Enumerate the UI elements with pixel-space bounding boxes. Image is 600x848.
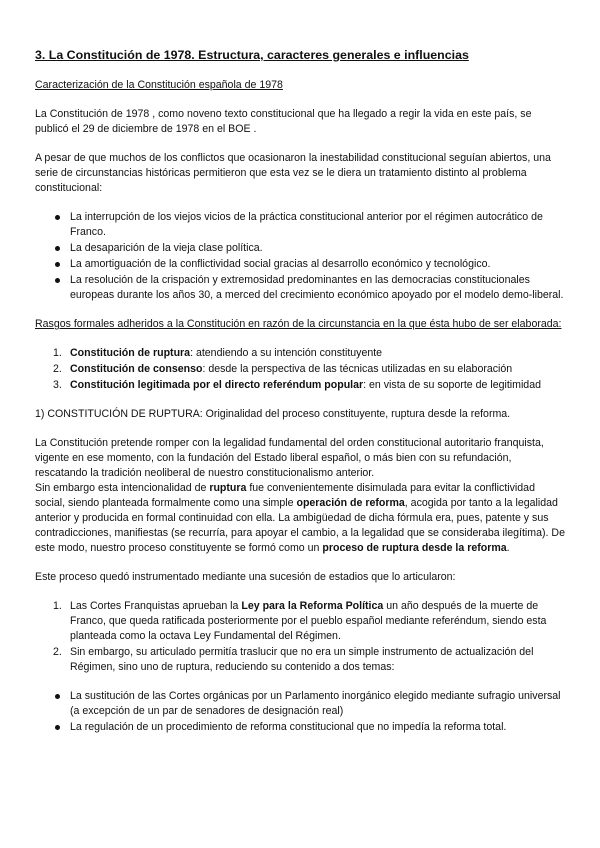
proceso-intro: Este proceso quedó instrumentado mediante una sucesión de estadios que lo articularon: xyxy=(35,571,456,583)
list-item: La resolución de la crispación y extremosidad predominantes en las democracias constitucionales europeas durante los años 30, a merced del crecimiento económico apoyado por el modelo demo-liberal. xyxy=(35,273,565,303)
circumstances-list xyxy=(35,210,565,303)
estadios-list xyxy=(35,599,565,675)
bullet-icon xyxy=(55,725,60,730)
bullet-icon xyxy=(55,215,60,220)
list-item: La sustitución de las Cortes orgánicas por un Parlamento inorgánico elegido mediante sufragio universal (a excepción de un par de senadores de designación real) xyxy=(35,689,565,719)
bullet-icon xyxy=(55,694,60,699)
list-item: La amortiguación de la conflictividad social gracias al desarrollo económico y tecnológico. xyxy=(35,257,565,272)
list-item: La desaparición de la vieja clase política. xyxy=(35,241,565,256)
bullet-icon xyxy=(55,262,60,267)
list-item: 2. Constitución de consenso: desde la perspectiva de las técnicas utilizadas en su elaboración xyxy=(53,363,513,375)
list-item: 1. Las Cortes Franquistas aprueban la Ley para la Reforma Política un año después de la muerte de Franco, que queda ratificada posteriormente por el pueblo español mediante referéndum, siendo esta planteada como la octava Ley Fundamental del Régimen. xyxy=(53,600,547,642)
list-item: La regulación de un procedimiento de reforma constitucional que no impedía la reforma total. xyxy=(35,720,565,735)
section-subtitle: Caracterización de la Constitución española de 1978 xyxy=(35,79,283,91)
bullet-icon xyxy=(55,278,60,283)
rasgos-heading: Rasgos formales adheridos a la Constitución en razón de la circunstancia en la que ésta hubo de ser elaborada: xyxy=(35,318,562,330)
page-title: 3. La Constitución de 1978. Estructura, caracteres generales e influencias xyxy=(35,48,469,62)
list-item: 1. Constitución de ruptura: atendiendo a su intención constituyente xyxy=(53,347,383,359)
ruptura-paragraph-1: La Constitución pretende romper con la legalidad fundamental del orden constitucional autoritario franquista, vigente en ese momento, con la fundación del Estado liberal español, o más bien con su refundación, rescatando la tradición neoliberal de nuestro constitucionalismo anterior. xyxy=(35,437,544,479)
document-page xyxy=(35,46,565,749)
list-item: La interrupción de los viejos vicios de la práctica constitucional anterior por el régimen autocrático de Franco. xyxy=(35,210,565,240)
intro-paragraph: La Constitución de 1978 , como noveno texto constitucional que ha llegado a regir la vida en este país, se publicó el 29 de diciembre de 1978 en el BOE . xyxy=(35,108,532,135)
list-item: 2. Sin embargo, su articulado permitía traslucir que no era un simple instrumento de actualización del Régimen, sino uno de ruptura, reduciendo su contenido a dos temas: xyxy=(53,646,534,673)
rasgos-list xyxy=(35,346,565,393)
ruptura-heading: 1) CONSTITUCIÓN DE RUPTURA: Originalidad del proceso constituyente, ruptura desde la reforma. xyxy=(35,408,511,420)
bullet-icon xyxy=(55,246,60,251)
context-paragraph: A pesar de que muchos de los conflictos que ocasionaron la inestabilidad constitucional seguían abiertos, una serie de circunstancias históricas permitieron que esta vez se le diera un tratamiento distinto al problema constitucional: xyxy=(35,152,551,194)
temas-list xyxy=(35,689,565,735)
list-item: 3. Constitución legitimada por el directo referéndum popular: en vista de su soporte de legitimidad xyxy=(53,379,541,391)
ruptura-paragraph-2: Sin embargo esta intencionalidad de ruptura fue convenientemente disimulada para evitar la conflictividad social, siendo planteada formalmente como una simple operación de reforma, acogida por tanto a la legalidad anterior y producida en formal continuidad con ella. La ambigüedad de dicha fórmula era, pues, patente y sus contradicciones, manifiestas (se recurría, para apoyar el cambio, a la legalidad que se consideraba ilegítima). De este modo, nuestro proceso constituyente se formó como un proceso de ruptura desde la reforma. xyxy=(35,482,565,554)
